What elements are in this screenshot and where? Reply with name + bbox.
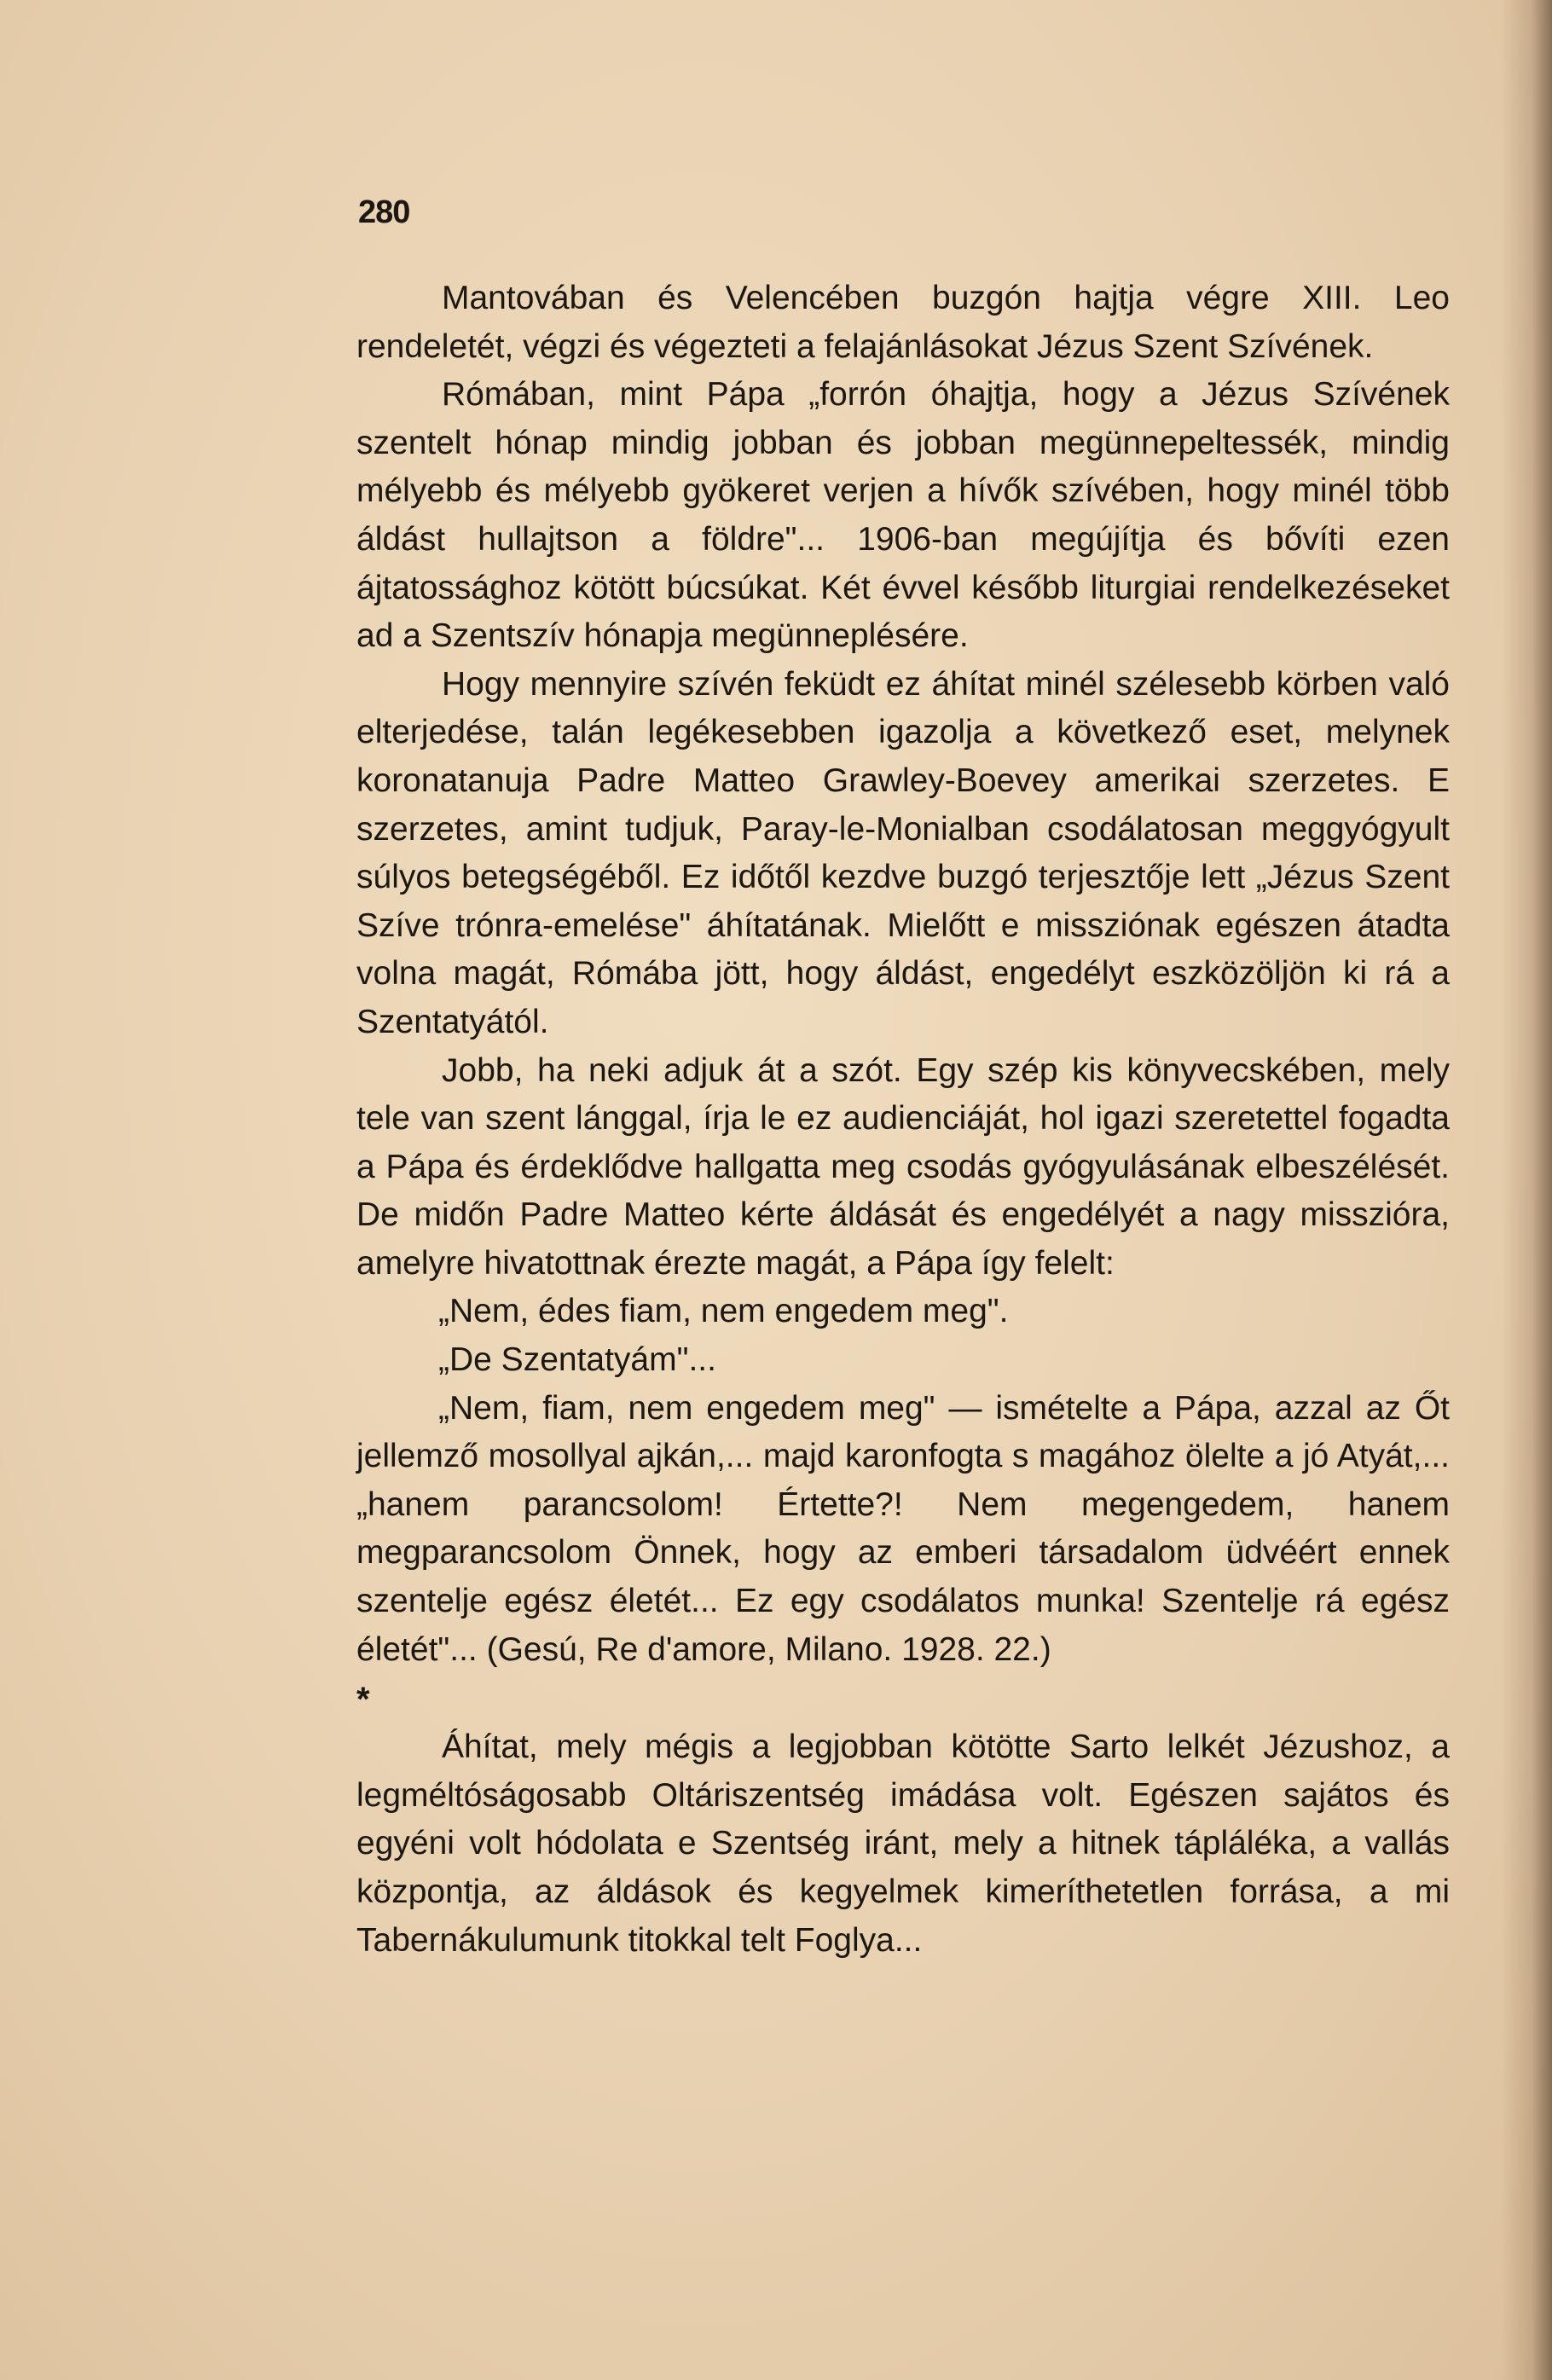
page-edge-shadow (1501, 0, 1552, 2380)
paragraph-ahitat: Áhítat, mely mégis a legjobban kötötte Sarto lelkét Jézushoz, a legméltóságosabb Oltáriszentség imádása volt. Egészen sajátos és egyéni volt hódolata e Szentség iránt, mely a hitnek tápláléka, a vallás központja, az áldások és kegyelmek kimeríthetetlen forrása, a mi Tabernákulumunk titokkal telt Foglya... (356, 1729, 1450, 1959)
paragraph-mantova: Mantovában és Velencében buzgón hajtja végre XIII. Leo rendeletét, végzi és végezteti a felajánlásokat Jézus Szent Szívének. (356, 280, 1450, 365)
dialogue-line-3: „Nem, fiam, nem engedem meg" — ismételte a Pápa, azzal az Őt jellemző mosollyal ajkán,... majd karonfogta s magához ölelte a jó Atyát,... „hanem parancsolom! Értette?! Nem megengedem, hanem megparancsolom Önnek, hogy az emberi társadalom üdvéért ennek szentelje egész életét... Ez egy csodálatos munka! Szentelje rá egész életét"... (Gesú, Re d'amore, Milano. 1928. 22.) (356, 1389, 1450, 1668)
paragraph-jobb-ha: Jobb, ha neki adjuk át a szót. Egy szép kis könyvecskében, mely tele van szent lánggal, írja le ez audienciáját, hol igazi szeretettel fogadta a Pápa és érdeklődve hallgatta meg csodás gyógyulásának elbeszélését. De midőn Padre Matteo kérte áldását és engedélyét a nagy misszióra, amelyre hivatottnak érezte magát, a Pápa így felelt: (356, 1051, 1450, 1282)
section-separator: * (356, 1681, 370, 1719)
body-text (356, 275, 1450, 1965)
paragraph-romaban: Rómában, mint Pápa „forrón óhajtja, hogy a Jézus Szívének szentelt hónap mindig jobban és jobban megünnepeltessék, mindig mélyebb és mélyebb gyökeret verjen a hívők szívében, hogy minél több áldást hullajtson a földre"... 1906-ban megújítja és bővíti ezen ájtatossághoz kötött búcsúkat. Két évvel később liturgiai rendelkezéseket ad a Szentszív hónapja megünneplésére. (356, 376, 1450, 655)
dialogue-line-1: „Nem, édes fiam, nem engedem meg". (438, 1293, 1009, 1330)
page-number: 280 (358, 194, 410, 230)
paragraph-hogy-mennyire: Hogy mennyire szívén feküdt ez áhítat minél szélesebb körben való elterjedése, talán legékesebben igazolja a következő eset, melynek koronatanuja Padre Matteo Grawley-Boevey amerikai szerzetes. E szerzetes, amint tudjuk, Paray-le-Monialban csodálatosan meggyógyult súlyos betegségéből. Ez időtől kezdve buzgó terjesztője lett „Jézus Szent Szíve trónra-emelése" áhítatának. Mielőtt e missziónak egészen átadta volna magát, Rómába jött, hogy áldást, engedélyt eszközöljön ki rá a Szentatyától. (356, 665, 1450, 1040)
dialogue-line-2: „De Szentatyám"... (438, 1341, 716, 1379)
